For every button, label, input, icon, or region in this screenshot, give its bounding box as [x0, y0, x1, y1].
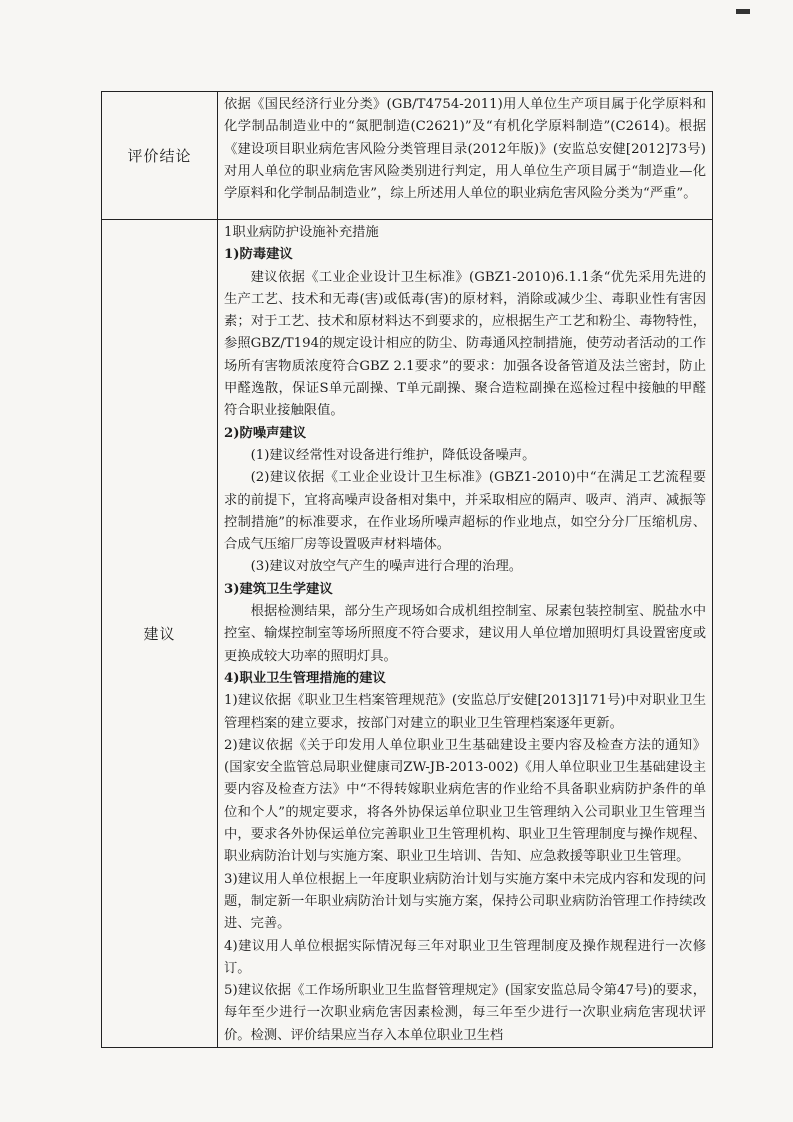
suggestion-content: [218, 220, 713, 1048]
section-title: 1职业病防护设施补充措施: [224, 225, 379, 240]
noise-item-1: (1)建议经常性对设备进行维护，降低设备噪声。: [250, 447, 536, 463]
corner-mark: [736, 9, 750, 14]
management-item-3: 3)建议用人单位根据上一年度职业病防治计划与实施方案中未完成内容和发现的问题，制定新一年职业病防治计划与实施方案，保持公司职业病防治管理工作持续改进、完善。: [224, 871, 706, 932]
management-item-2: 2)建议依据《关于印发用人单位职业卫生基础建设主要内容及检查方法的通知》(国家安全监管总局职业健康司ZW-JB-2013-002)《用人单位职业卫生基础建设主要内容及检查方法》中“不得转嫁职业病危害的作业给不具备职业病防护条件的单位和个人”的规定要求，将各外协保运单位职业卫生管理纳入公司职业卫生管理当中，要求各外协保运单位完善职业卫生管理机构、职业卫生管理制度与操作规程、职业病防治计划与实施方案、职业卫生培训、告知、应急救援等职业卫生管理。: [224, 737, 706, 865]
building-heading: 3)建筑卫生学建议: [224, 581, 333, 597]
suggestion-label: 建议: [102, 220, 218, 1048]
report-table: [101, 91, 713, 1048]
noise-item-2: (2)建议依据《工业企业设计卫生标准》(GBZ1-2010)中“在满足工艺流程要求的前提下，宜将高噪声设备相对集中，并采取相应的隔声、吸声、消声、减振等控制措施”的标准要求，在作业场所噪声超标的作业地点，如空分分厂压缩机房、合成气压缩厂房等设置吸声材料墙体。: [224, 470, 706, 553]
management-heading: 4)职业卫生管理措施的建议: [224, 670, 386, 686]
management-item-4: 4)建议用人单位根据实际情况每三年对职业卫生管理制度及操作规程进行一次修订。: [224, 938, 706, 976]
management-item-1: 1)建议依据《职业卫生档案管理规范》(安监总厅安健[2013]171号)中对职业卫生管理档案的建立要求，按部门对建立的职业卫生管理档案逐年更新。: [224, 693, 706, 731]
building-body: 根据检测结果，部分生产现场如合成机组控制室、尿素包装控制室、脱盐水中控室、输煤控制室等场所照度不符合要求，建议用人单位增加照明灯具设置密度或更换成较大功率的照明灯具。: [224, 604, 706, 664]
conclusion-text: 依据《国民经济行业分类》(GB/T4754-2011)用人单位生产项目属于化学原料和化学制品制造业中的“氮肥制造(C2621)”及“有机化学原料制造”(C2614)。根据《建设项目职业病危害风险分类管理目录(2012年版)》(安监总安健[2012]73号)对用人单位的职业病危害风险类别进行判定，用人单位生产项目属于“制造业—化学原料和化学制品制造业”，综上所述用人单位的职业病危害风险分类为“严重”。: [224, 97, 706, 202]
conclusion-row: [102, 92, 713, 220]
conclusion-label: 评价结论: [102, 92, 218, 220]
antitoxic-body: 建议依据《工业企业设计卫生标准》(GBZ1-2010)6.1.1条“优先采用先进的生产工艺、技术和无毒(害)或低毒(害)的原材料，消除或减少尘、毒职业性有害因素；对于工艺、技术和原材料达不到要求的，应根据生产工艺和粉尘、毒物特性，参照GBZ/T194的规定设计相应的防尘、防毒通风控制措施，使劳动者活动的工作场所有害物质浓度符合GBZ 2.1要求”的要求：加强各设备管道及法兰密封，防止甲醛逸散，保证S单元副操、T单元副操、聚合造粒副操在巡检过程中接触的甲醛符合职业接触限值。: [224, 269, 706, 419]
noise-item-3: (3)建议对放空气产生的噪声进行合理的治理。: [250, 559, 523, 575]
suggestion-row: [102, 220, 713, 1048]
noise-heading: 2)防噪声建议: [224, 425, 307, 441]
conclusion-content: [218, 92, 713, 220]
antitoxic-heading: 1)防毒建议: [224, 247, 293, 263]
management-item-5: 5)建议依据《工作场所职业卫生监督管理规定》(国家安监总局令第47号)的要求，每年至少进行一次职业病危害因素检测，每三年至少进行一次职业病危害现状评价。检测、评价结果应当存入本单位职业卫生档: [224, 983, 706, 1043]
